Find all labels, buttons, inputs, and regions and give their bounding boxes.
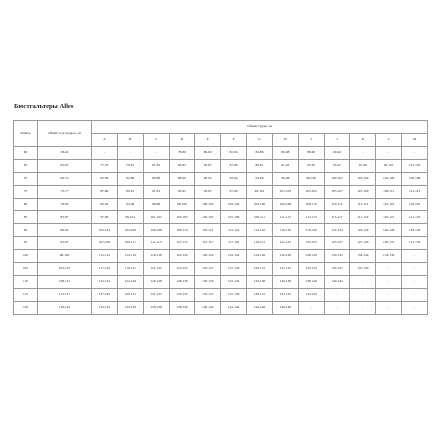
bust-cell: 129-131: [247, 263, 273, 276]
header-bust: Обхват груди, см: [92, 121, 428, 134]
bust-cell: 102-104: [221, 198, 247, 211]
bust-cell: -: [350, 147, 376, 160]
bust-cell: 97-99: [221, 185, 247, 198]
bust-cell: -: [350, 275, 376, 288]
bust-cell: 92-94: [221, 172, 247, 185]
bust-cell: -: [402, 288, 428, 301]
underbust-cell: 73-77: [38, 185, 92, 198]
table-row: [14, 224, 428, 237]
bust-cell: 99-101: [376, 159, 402, 172]
table-row: [14, 211, 428, 224]
table-row: [14, 172, 428, 185]
bust-cell: 100-102: [195, 198, 221, 211]
bust-cell: 124-126: [247, 250, 273, 263]
bust-cell: 95-97: [324, 159, 350, 172]
bust-cell: 114-116: [117, 250, 143, 263]
bust-cell: 133-135: [169, 288, 195, 301]
bust-cell: 97-99: [92, 211, 118, 224]
underbust-cell: 103-107: [38, 263, 92, 276]
bust-cell: 82-84: [92, 172, 118, 185]
size-cell: 80: [14, 198, 38, 211]
bust-cell: 137-139: [221, 288, 247, 301]
bust-cell: 123-125: [298, 237, 324, 250]
bust-cell: 115-117: [195, 237, 221, 250]
bust-cell: 136-138: [143, 301, 169, 314]
bust-cell: 119-121: [376, 211, 402, 224]
bust-cell: 87-89: [92, 185, 118, 198]
bust-cell: 117-119: [92, 263, 118, 276]
underbust-cell: 63-67: [38, 159, 92, 172]
bust-cell: 124-126: [117, 275, 143, 288]
bust-cell: 78-80: [169, 147, 195, 160]
bust-cell: 136-138: [272, 275, 298, 288]
bust-cell: 146-148: [272, 301, 298, 314]
bust-cell: 81-83: [143, 159, 169, 172]
cup-header: M: [402, 134, 428, 147]
bust-cell: 126-128: [272, 250, 298, 263]
table-row: [14, 198, 428, 211]
size-cell: 100: [14, 250, 38, 263]
bust-cell: 116-118: [143, 250, 169, 263]
bust-cell: 96-98: [272, 172, 298, 185]
bust-cell: 113-115: [169, 237, 195, 250]
size-cell: 120: [14, 301, 38, 314]
bust-cell: 113-115: [298, 211, 324, 224]
bust-cell: 130-132: [195, 275, 221, 288]
bust-cell: 108-110: [298, 198, 324, 211]
bust-cell: 99-101: [117, 211, 143, 224]
bust-cell: 123-125: [169, 263, 195, 276]
bust-cell: 132-134: [221, 275, 247, 288]
header-underbust: Обхват под грудью, см: [38, 121, 92, 147]
bust-cell: 114-116: [376, 198, 402, 211]
bust-cell: 117-119: [350, 211, 376, 224]
bust-cell: -: [92, 147, 118, 160]
cup-header: L: [376, 134, 402, 147]
bust-cell: 111-113: [272, 211, 298, 224]
underbust-cell: 68-72: [38, 172, 92, 185]
bust-cell: 111-113: [143, 237, 169, 250]
bust-cell: 109-111: [376, 185, 402, 198]
bust-cell: -: [350, 288, 376, 301]
bust-cell: 102-104: [92, 224, 118, 237]
bust-cell: 114-116: [247, 224, 273, 237]
underbust-cell: 113-117: [38, 288, 92, 301]
table-row: [14, 288, 428, 301]
bust-cell: 121-123: [143, 263, 169, 276]
bust-cell: -: [402, 250, 428, 263]
bust-cell: 124-126: [350, 224, 376, 237]
bust-cell: 127-129: [350, 237, 376, 250]
bust-cell: 93-95: [169, 185, 195, 198]
bust-cell: 122-124: [324, 224, 350, 237]
bust-cell: 112-114: [92, 250, 118, 263]
bust-cell: 107-109: [350, 185, 376, 198]
bust-cell: 128-130: [169, 275, 195, 288]
bust-cell: 82-84: [221, 147, 247, 160]
bust-cell: 125-127: [324, 237, 350, 250]
bust-cell: 89-91: [247, 159, 273, 172]
bust-cell: -: [402, 263, 428, 276]
underbust-cell: 58-62: [38, 147, 92, 160]
bust-cell: 89-91: [117, 185, 143, 198]
table-body: [14, 147, 428, 315]
bust-cell: 125-127: [195, 263, 221, 276]
bust-cell: 120-122: [195, 250, 221, 263]
bust-cell: -: [117, 147, 143, 160]
bust-cell: 88-90: [169, 172, 195, 185]
bust-cell: 127-129: [221, 263, 247, 276]
cup-header: B: [117, 134, 143, 147]
bust-cell: 112-114: [221, 224, 247, 237]
bust-cell: 137-139: [350, 263, 376, 276]
bust-cell: 129-131: [117, 288, 143, 301]
bust-cell: 117-119: [221, 237, 247, 250]
bust-cell: 118-120: [169, 250, 195, 263]
bust-cell: 135-137: [195, 288, 221, 301]
bust-cell: 128-130: [298, 250, 324, 263]
table-row: [14, 275, 428, 288]
bust-cell: -: [376, 275, 402, 288]
bust-cell: -: [324, 301, 350, 314]
bust-cell: 134-136: [117, 301, 143, 314]
page-title: Бюстгальтеры Alles: [14, 103, 74, 110]
size-cell: 65: [14, 159, 38, 172]
size-chart-table: [13, 120, 428, 315]
bust-cell: 108-110: [169, 224, 195, 237]
underbust-cell: 78-82: [38, 198, 92, 211]
bust-cell: 88-90: [298, 147, 324, 160]
bust-cell: 104-106: [117, 224, 143, 237]
bust-cell: -: [402, 275, 428, 288]
cup-header: K: [350, 134, 376, 147]
bust-cell: 131-133: [402, 237, 428, 250]
table-header: [14, 121, 428, 147]
bust-cell: 144-146: [247, 301, 273, 314]
size-cell: 75: [14, 185, 38, 198]
bust-cell: 103-105: [169, 211, 195, 224]
bust-cell: 141-143: [272, 288, 298, 301]
bust-cell: -: [402, 147, 428, 160]
bust-cell: 115-117: [324, 211, 350, 224]
bust-cell: 96-98: [143, 198, 169, 211]
cup-header: D: [169, 134, 195, 147]
cup-header: C: [143, 134, 169, 147]
bust-cell: 98-100: [169, 198, 195, 211]
bust-cell: 135-137: [324, 263, 350, 276]
bust-cell: 86-88: [272, 147, 298, 160]
header-size: Размер: [14, 121, 38, 147]
bust-cell: 97-99: [350, 159, 376, 172]
underbust-cell: 93-97: [38, 237, 92, 250]
bust-cell: -: [376, 147, 402, 160]
bust-cell: 80-82: [195, 147, 221, 160]
bust-cell: 110-112: [195, 224, 221, 237]
bust-cell: 100-102: [324, 172, 350, 185]
bust-cell: 86-88: [143, 172, 169, 185]
bust-cell: 122-124: [221, 250, 247, 263]
bust-cell: 140-142: [324, 275, 350, 288]
size-cell: 70: [14, 172, 38, 185]
bust-cell: 83-85: [169, 159, 195, 172]
bust-cell: 101-103: [143, 211, 169, 224]
bust-cell: 93-95: [298, 159, 324, 172]
table-row: [14, 185, 428, 198]
table-row: [14, 301, 428, 314]
bust-cell: 102-104: [350, 172, 376, 185]
underbust-cell: 118-122: [38, 301, 92, 314]
bust-cell: 133-135: [298, 263, 324, 276]
bust-cell: 122-124: [92, 275, 118, 288]
bust-cell: -: [298, 301, 324, 314]
cup-header: E: [195, 134, 221, 147]
cup-header: H: [272, 134, 298, 147]
bust-cell: 104-106: [376, 172, 402, 185]
underbust-cell: 98-102: [38, 250, 92, 263]
bust-cell: 138-140: [298, 275, 324, 288]
bust-cell: 126-128: [376, 224, 402, 237]
bust-cell: 131-133: [143, 288, 169, 301]
bust-cell: -: [376, 263, 402, 276]
bust-cell: 90-92: [195, 172, 221, 185]
bust-cell: 91-93: [143, 185, 169, 198]
bust-cell: 106-108: [272, 198, 298, 211]
bust-cell: -: [376, 288, 402, 301]
bust-cell: 103-105: [298, 185, 324, 198]
cup-header: F: [221, 134, 247, 147]
bust-cell: 105-107: [324, 185, 350, 198]
size-cell: 90: [14, 224, 38, 237]
cup-header: I: [298, 134, 324, 147]
bust-cell: 129-131: [376, 237, 402, 250]
bust-cell: 94-96: [117, 198, 143, 211]
bust-cell: 112-114: [350, 198, 376, 211]
cup-header: J: [324, 134, 350, 147]
bust-cell: 128-130: [402, 224, 428, 237]
bust-cell: 104-106: [247, 198, 273, 211]
bust-cell: 142-144: [221, 301, 247, 314]
bust-cell: 101-103: [402, 159, 428, 172]
table-row: [14, 159, 428, 172]
bust-cell: 84-86: [117, 172, 143, 185]
bust-cell: 101-103: [272, 185, 298, 198]
size-cell: 105: [14, 263, 38, 276]
bust-cell: 132-134: [350, 250, 376, 263]
size-cell: 110: [14, 275, 38, 288]
size-cell: 95: [14, 237, 38, 250]
size-cell: 60: [14, 147, 38, 160]
bust-cell: 134-136: [247, 275, 273, 288]
table-row: [14, 147, 428, 160]
bust-cell: 106-108: [402, 172, 428, 185]
bust-cell: -: [376, 301, 402, 314]
underbust-cell: 83-87: [38, 211, 92, 224]
bust-cell: 85-87: [195, 159, 221, 172]
cup-header: G: [247, 134, 273, 147]
bust-cell: 84-86: [247, 147, 273, 160]
bust-cell: 109-111: [247, 211, 273, 224]
bust-cell: 107-109: [221, 211, 247, 224]
bust-cell: 132-134: [92, 301, 118, 314]
bust-cell: 107-109: [92, 237, 118, 250]
size-cell: 115: [14, 288, 38, 301]
size-cell: 85: [14, 211, 38, 224]
bust-cell: 138-140: [169, 301, 195, 314]
bust-cell: 105-107: [195, 211, 221, 224]
bust-cell: 121-123: [402, 211, 428, 224]
bust-cell: 110-112: [324, 198, 350, 211]
bust-cell: 94-96: [247, 172, 273, 185]
bust-cell: 116-118: [272, 224, 298, 237]
bust-cell: 90-92: [324, 147, 350, 160]
table-row: [14, 237, 428, 250]
bust-cell: 111-113: [402, 185, 428, 198]
bust-cell: 95-97: [195, 185, 221, 198]
bust-cell: 118-120: [298, 224, 324, 237]
bust-cell: -: [350, 301, 376, 314]
bust-cell: -: [143, 147, 169, 160]
bust-cell: 121-123: [272, 237, 298, 250]
bust-cell: 116-118: [402, 198, 428, 211]
bust-cell: 99-101: [247, 185, 273, 198]
bust-cell: 106-108: [143, 224, 169, 237]
bust-cell: 77-79: [92, 159, 118, 172]
bust-cell: 131-133: [272, 263, 298, 276]
bust-cell: 134-136: [376, 250, 402, 263]
underbust-cell: 88-92: [38, 224, 92, 237]
bust-cell: -: [324, 288, 350, 301]
bust-cell: 119-121: [247, 237, 273, 250]
bust-cell: 79-81: [117, 159, 143, 172]
bust-cell: 98-100: [298, 172, 324, 185]
bust-cell: -: [402, 301, 428, 314]
header-row-top: [14, 121, 428, 134]
bust-cell: 139-141: [247, 288, 273, 301]
bust-cell: 140-142: [195, 301, 221, 314]
underbust-cell: 108-112: [38, 275, 92, 288]
bust-cell: 119-121: [117, 263, 143, 276]
bust-cell: 92-94: [92, 198, 118, 211]
table-row: [14, 250, 428, 263]
table-row: [14, 263, 428, 276]
cup-header: A: [92, 134, 118, 147]
bust-cell: 91-93: [272, 159, 298, 172]
bust-cell: 127-129: [92, 288, 118, 301]
bust-cell: 143-145: [298, 288, 324, 301]
bust-cell: 130-132: [324, 250, 350, 263]
bust-cell: 87-89: [221, 159, 247, 172]
bust-cell: 109-111: [117, 237, 143, 250]
bust-cell: 126-128: [143, 275, 169, 288]
